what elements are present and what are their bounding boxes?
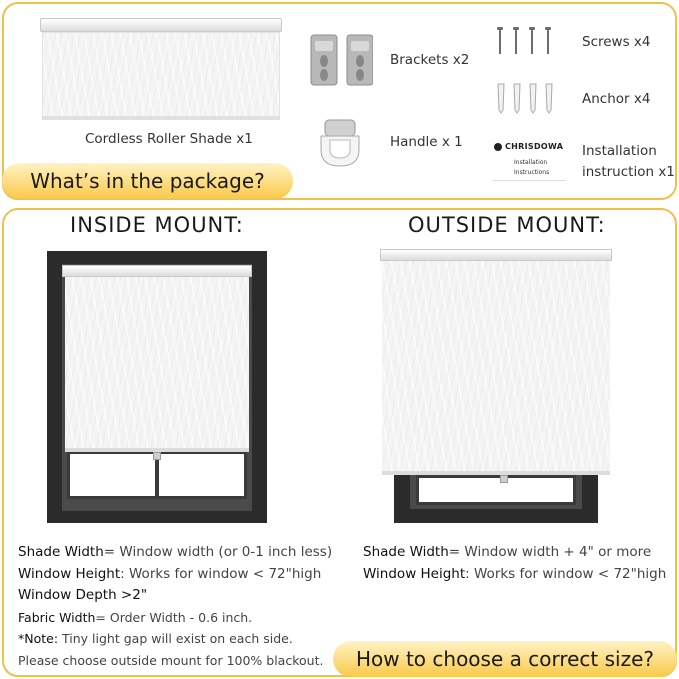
outside-shade-width: Shade Width= Window width + 4" or more xyxy=(363,544,652,560)
card-line2: Instructions xyxy=(514,169,550,176)
inside-shade-width: Shade Width= Window width (or 0-1 inch less) xyxy=(18,544,333,560)
roller-shade-image xyxy=(40,18,282,122)
card-line1: Installation xyxy=(514,159,548,166)
screws-label: Screws x4 xyxy=(582,34,651,50)
roller-shade-label: Cordless Roller Shade x1 xyxy=(85,131,253,147)
size-badge: How to choose a correct size? xyxy=(333,641,677,677)
inside-note-line2: Please choose outside mount for 100% blackout. xyxy=(18,652,324,668)
outside-window-height: Window Height: Works for window < 72"high xyxy=(363,565,667,582)
inside-window-height: Window Height: Works for window < 72"high xyxy=(18,565,322,582)
inside-mount-image xyxy=(47,251,267,523)
inside-fabric-width: Fabric Width= Order Width - 0.6 inch. xyxy=(18,609,253,625)
inside-window-depth: Window Depth >2" xyxy=(18,587,148,603)
outside-mount-image xyxy=(380,249,612,523)
brand-logo-icon xyxy=(494,143,502,151)
instruction-card xyxy=(492,136,566,184)
card-brand: CHRISDOWA xyxy=(505,142,564,151)
outside-mount-title: OUTSIDE MOUNT: xyxy=(408,213,606,237)
handle-image xyxy=(317,118,363,168)
inside-note: *Note: Tiny light gap will exist on each side. xyxy=(18,631,293,646)
installation-label-line1: Installation xyxy=(582,143,657,159)
inside-specs xyxy=(18,542,332,671)
brackets-image xyxy=(309,31,373,89)
anchor-label: Anchor x4 xyxy=(582,91,651,107)
installation-label-line2: instruction x1 xyxy=(582,164,675,180)
screws-image xyxy=(493,27,553,55)
handle-label: Handle x 1 xyxy=(390,134,463,150)
outside-specs xyxy=(363,542,666,585)
brackets-label: Brackets x2 xyxy=(390,52,470,68)
package-badge: What’s in the package? xyxy=(2,163,293,199)
anchors-image xyxy=(494,82,554,114)
inside-mount-title: INSIDE MOUNT: xyxy=(70,213,244,237)
